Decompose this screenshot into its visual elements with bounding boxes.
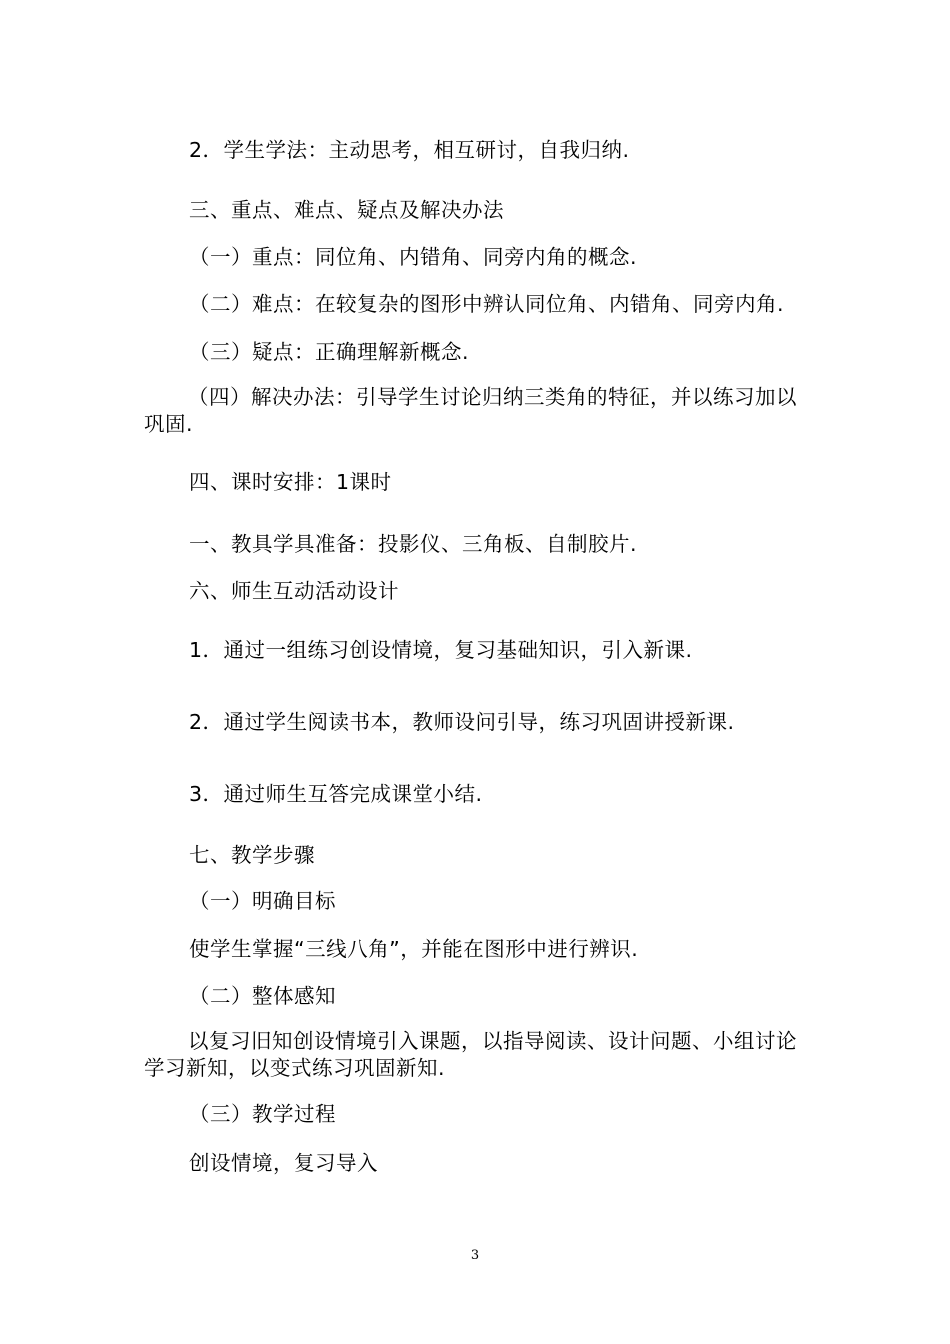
section-heading: 六、师生互动活动设计 [189,579,399,603]
text-line: （二）难点：在较复杂的图形中辨认同位角、内错角、同旁内角. [189,292,785,316]
section-heading: 三、重点、难点、疑点及解决办法 [189,198,504,222]
section-heading: 七、教学步骤 [189,843,315,867]
subheading: （二）整体感知 [189,984,336,1008]
text-line: 2．通过学生阅读书本，教师设问引导，练习巩固讲授新课. [189,710,735,734]
text-line: 使学生掌握“三线八角”，并能在图形中进行辨识. [189,937,639,961]
subheading: （一）明确目标 [189,889,336,913]
page-number: 3 [470,1248,480,1263]
paragraph: （四）解决办法：引导学生讨论归纳三类角的特征，并以练习加以巩固. [144,385,797,436]
text-line: 1．通过一组练习创设情境，复习基础知识，引入新课. [189,638,693,662]
text-line: （一）重点：同位角、内错角、同旁内角的概念. [189,245,638,269]
subheading: （三）教学过程 [189,1102,336,1126]
text-line: （三）疑点：正确理解新概念. [189,340,470,364]
paragraph: 以复习旧知创设情境引入课题，以指导阅读、设计问题、小组讨论学习新知，以变式练习巩固新知. [144,1029,797,1080]
section-heading: 一、教具学具准备：投影仪、三角板、自制胶片. [189,532,638,556]
text-line: 3．通过师生互答完成课堂小结. [189,782,483,806]
text-line: 创设情境，复习导入 [189,1151,378,1175]
section-heading: 四、课时安排：1课时 [189,470,392,494]
text-line: 2．学生学法：主动思考，相互研讨，自我归纳. [189,138,630,162]
